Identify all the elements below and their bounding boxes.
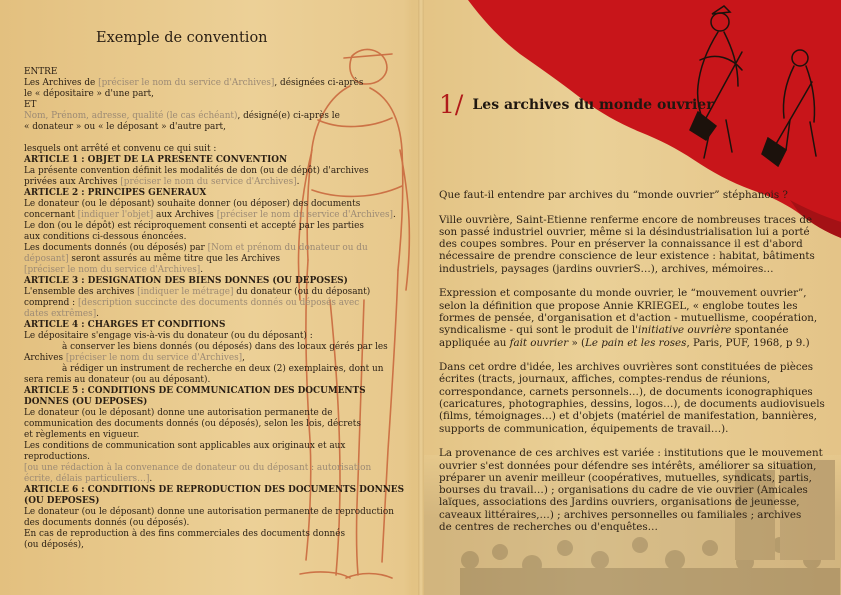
text-segment: (OU DEPOSES)	[24, 496, 100, 506]
text-segment: Le donateur (ou le déposant) souhaite donner (ou déposer) des documents	[24, 199, 361, 209]
paragraph-gap	[439, 201, 834, 213]
text-segment: spontanée	[731, 324, 789, 337]
text-segment: des documents donnés (ou déposés).	[24, 518, 190, 528]
text-segment: Dans cet ordre d'idée, les archives ouvrières sont constituées de pièces	[439, 361, 814, 374]
convention-line	[24, 144, 394, 155]
text-segment: Les documents donnés (ou déposés) par	[24, 243, 208, 253]
convention-line	[24, 408, 394, 419]
text-segment: seront assurés au même titre que les Archives	[68, 254, 281, 264]
convention-line	[24, 155, 394, 166]
text-segment: du donateur (ou du déposant)	[233, 287, 371, 297]
text-segment: ouvrier s'est données pour défendre ses intérêts, améliorer sa situation,	[439, 459, 817, 472]
text-segment: communication des documents donnés (ou déposés), selon les lois, décrets	[24, 419, 361, 429]
placeholder-text: [préciser le nom du service d'Archives]	[65, 353, 243, 363]
section-number: 1/	[439, 90, 464, 119]
text-segment: , désignées ci-après	[274, 78, 364, 88]
text-segment: sera remis au donateur (ou au déposant).	[24, 375, 211, 385]
body-line	[439, 410, 834, 422]
text-segment: ENTRE	[24, 67, 58, 77]
text-segment: Le donateur (ou le déposant) donne une autorisation permanente de	[24, 408, 333, 418]
convention-line	[24, 232, 394, 243]
text-segment: à conserver les biens donnés (ou déposés) dans des locaux gérés par les	[62, 342, 388, 352]
text-segment: privées aux Archives	[24, 177, 121, 187]
convention-line	[24, 353, 394, 364]
section-body	[439, 189, 834, 533]
convention-title: Exemple de convention	[96, 30, 268, 46]
convention-line	[24, 386, 394, 397]
convention-line	[24, 177, 394, 188]
text-segment: ARTICLE 4 : CHARGES ET CONDITIONS	[24, 320, 226, 330]
text-segment: syndicalisme - qui sont le produit de l'	[439, 324, 638, 337]
placeholder-text: écrite, délais particuliers…]	[24, 474, 150, 484]
text-segment: ARTICLE 1 : OBJET DE LA PRESENTE CONVENTION	[24, 155, 288, 165]
text-segment: En cas de reproduction à des fins commerciales des documents donnés	[24, 529, 346, 539]
text-segment: La provenance de ces archives est variée : institutions que le mouvement	[439, 447, 823, 460]
text-segment: correspondance, carnets personnels…), de documents iconographiques	[439, 385, 813, 398]
text-segment: préparer un avenir meilleur (coopératives, mutuelles, syndicats, partis,	[439, 471, 812, 484]
convention-line	[24, 243, 394, 254]
text-segment: nécessaire de prendre conscience de leur existence : habitat, bâtiments	[439, 250, 815, 263]
convention-line	[24, 210, 394, 221]
text-segment: écrites (tracts, journaux, affiches, comptes-rendus de réunions,	[439, 373, 771, 386]
text-segment: caveaux littéraires,…) ; archives personnelles ou familiales ; archives	[439, 508, 802, 521]
text-segment: ARTICLE 6 : CONDITIONS DE REPRODUCTION DES DOCUMENTS DONNES	[24, 485, 404, 495]
convention-line	[24, 452, 394, 463]
convention-line	[24, 122, 394, 133]
text-segment: » (	[568, 336, 586, 349]
body-line	[439, 238, 834, 250]
text-segment: .	[200, 265, 204, 275]
text-segment: (ou déposés),	[24, 540, 84, 550]
text-segment: (caricatures, photographies, dessins, logos…), de documents audiovisuels	[439, 398, 825, 411]
convention-line	[24, 364, 394, 375]
text-segment: appliquée au	[439, 336, 510, 349]
body-line	[439, 447, 834, 459]
text-segment: lesquels ont arrêté et convenu ce qui suit :	[24, 144, 217, 154]
text-segment: Que faut-il entendre par archives du “monde ouvrier” stéphanois ?	[439, 189, 788, 201]
text-segment: Archives	[24, 353, 66, 363]
text-segment: Le donateur (ou le déposant) donne une autorisation permanente de reproduction	[24, 507, 394, 517]
convention-line	[24, 485, 404, 496]
text-segment: Ville ouvrière, Saint-Etienne renferme encore de nombreuses traces de	[439, 213, 813, 226]
convention-line	[24, 342, 394, 353]
text-segment: DONNES (OU DEPOSES)	[24, 397, 148, 407]
placeholder-text: [Nom et prénom du donateur ou du	[207, 243, 368, 253]
text-segment: ET	[24, 100, 37, 110]
convention-line	[24, 199, 394, 210]
body-line	[439, 398, 834, 410]
convention-line	[24, 441, 394, 452]
text-segment: , Paris, PUF, 1968, p 9.)	[686, 336, 810, 349]
placeholder-text: [préciser le nom du service d'Archives]	[120, 177, 297, 187]
text-segment: et règlements en vigueur.	[24, 430, 140, 440]
convention-line	[24, 78, 394, 89]
paragraph-gap	[439, 275, 834, 287]
body-line	[439, 509, 834, 521]
text-segment: Les conditions de communication sont applicables aux originaux et aux	[24, 441, 346, 451]
convention-line	[24, 320, 394, 331]
text-segment: (films, témoignages…) et d'objets (matériel de manifestation, bannières,	[439, 410, 817, 423]
placeholder-text: [préciser le nom du service d'Archives]	[98, 78, 275, 88]
body-line	[439, 214, 834, 226]
convention-line	[24, 309, 394, 320]
text-segment: laïques, associations des Jardins ouvriers, organisations de jeunesse,	[439, 496, 800, 509]
text-segment: aux conditions ci-dessous énoncées.	[24, 232, 187, 242]
text-segment: à rédiger un instrument de recherche en deux (2) exemplaires, dont un	[62, 364, 384, 374]
text-segment: La présente convention définit les modalités de don (ou de dépôt) d'archives	[24, 166, 369, 176]
text-segment: de centres de recherches ou d'enquêtes…	[439, 521, 658, 534]
placeholder-text: [préciser le nom du service d'Archives]	[216, 210, 393, 220]
placeholder-text: dates extrêmes]	[24, 309, 97, 319]
body-line	[439, 386, 834, 398]
placeholder-text: [ou une rédaction à la convenance de donateur ou du déposant : autorisation	[24, 463, 372, 473]
convention-line	[24, 67, 394, 78]
convention-line	[24, 463, 394, 474]
body-line	[439, 423, 834, 435]
section-heading	[439, 90, 714, 119]
convention-line	[24, 496, 394, 507]
convention-line	[24, 287, 394, 298]
text-segment: Le dépositaire s'engage vis-à-vis du donateur (ou du déposant) :	[24, 331, 313, 341]
convention-line	[24, 254, 394, 265]
paragraph-gap	[24, 133, 394, 144]
text-segment: des coupes sombres. Pour en préserver la connaissance il est d'abord	[439, 238, 803, 251]
text-segment: supports de communication, équipements de travail…).	[439, 422, 729, 435]
text-segment: ARTICLE 2 : PRINCIPES GENERAUX	[24, 188, 207, 198]
text-segment: formes de pensée, d'organisation et d'action - mutuellisme, coopération,	[439, 311, 818, 324]
paragraph-gap	[439, 349, 834, 361]
body-line	[439, 189, 834, 201]
text-segment: .	[149, 474, 153, 484]
body-line	[439, 250, 834, 262]
left-page	[24, 24, 404, 584]
convention-line	[24, 166, 394, 177]
convention-line	[24, 507, 394, 518]
placeholder-text: [préciser le nom du service d'Archives]	[24, 265, 201, 275]
section-title: Les archives du monde ouvrier	[472, 96, 714, 113]
text-segment: aux Archives	[153, 210, 217, 220]
text-segment: Les Archives de	[24, 78, 99, 88]
convention-line	[24, 276, 394, 287]
convention-line	[24, 331, 394, 342]
convention-line	[24, 298, 394, 309]
text-segment: ARTICLE 3 : DESIGNATION DES BIENS DONNES (OU DEPOSES)	[24, 276, 348, 286]
body-line	[439, 484, 834, 496]
text-segment: .	[96, 309, 99, 319]
body-line	[439, 472, 834, 484]
body-line	[439, 496, 834, 508]
body-line	[439, 373, 834, 385]
body-line	[439, 521, 834, 533]
convention-body	[24, 67, 404, 551]
text-segment: le « dépositaire » d'une part,	[24, 89, 155, 99]
placeholder-text: Nom, Prénom, adresse, qualité (le cas échéant)	[24, 111, 238, 121]
text-segment: selon la définition que propose Annie KRIEGEL, « englobe toutes les	[439, 299, 798, 312]
body-line	[439, 460, 834, 472]
text-segment: .	[392, 210, 396, 220]
convention-line	[24, 474, 394, 485]
text-segment: « donateur » ou « le déposant » d'autre part,	[24, 122, 226, 132]
placeholder-text: [indiquer le métrage]	[137, 287, 234, 297]
convention-line	[24, 397, 394, 408]
placeholder-text: [indiquer l'objet]	[77, 210, 154, 220]
convention-line	[24, 518, 394, 529]
page-fold	[418, 0, 424, 595]
convention-line	[24, 529, 394, 540]
text-segment: bourses du travail…) ; organisations du cadre de vie ouvrier (Amicales	[439, 484, 808, 497]
body-line	[439, 337, 834, 349]
text-segment: initiative ouvrière	[637, 324, 732, 337]
text-segment: concernant	[24, 210, 78, 220]
body-line	[439, 300, 834, 312]
text-segment: .	[296, 177, 300, 187]
text-segment: ,	[242, 353, 245, 363]
body-line	[439, 324, 834, 336]
body-line	[439, 312, 834, 324]
body-line	[439, 263, 834, 275]
body-line	[439, 287, 834, 299]
convention-line	[24, 430, 394, 441]
convention-line	[24, 100, 394, 111]
text-segment: ARTICLE 5 : CONDITIONS DE COMMUNICATION DES DOCUMENTS	[24, 386, 366, 396]
body-line	[439, 226, 834, 238]
convention-line	[24, 419, 394, 430]
text-segment: , désigné(e) ci-après le	[237, 111, 340, 121]
text-segment: son passé industriel ouvrier, même si la désindustrialisation lui a porté	[439, 225, 810, 238]
convention-line	[24, 265, 394, 276]
text-segment: industriels, paysages (jardins ouvrierS…), archives, mémoires…	[439, 262, 774, 275]
text-segment: Le pain et les roses	[585, 336, 687, 349]
convention-line	[24, 375, 394, 386]
placeholder-text: déposant]	[24, 254, 69, 264]
text-segment: fait ouvrier	[509, 336, 569, 349]
text-segment: reproductions.	[24, 452, 90, 462]
convention-line	[24, 540, 394, 551]
convention-line	[24, 221, 394, 232]
text-segment: L'ensemble des archives	[24, 287, 138, 297]
text-segment: Expression et composante du monde ouvrier, le “mouvement ouvrier”,	[439, 287, 807, 300]
paragraph-gap	[439, 435, 834, 447]
convention-line	[24, 89, 394, 100]
convention-line	[24, 188, 394, 199]
text-segment: comprend :	[24, 298, 78, 308]
body-line	[439, 361, 834, 373]
text-segment: Le don (ou le dépôt) est réciproquement consenti et accepté par les parties	[24, 221, 364, 231]
convention-line	[24, 111, 394, 122]
placeholder-text: [description succincte des documents donnés ou déposés avec	[77, 298, 360, 308]
